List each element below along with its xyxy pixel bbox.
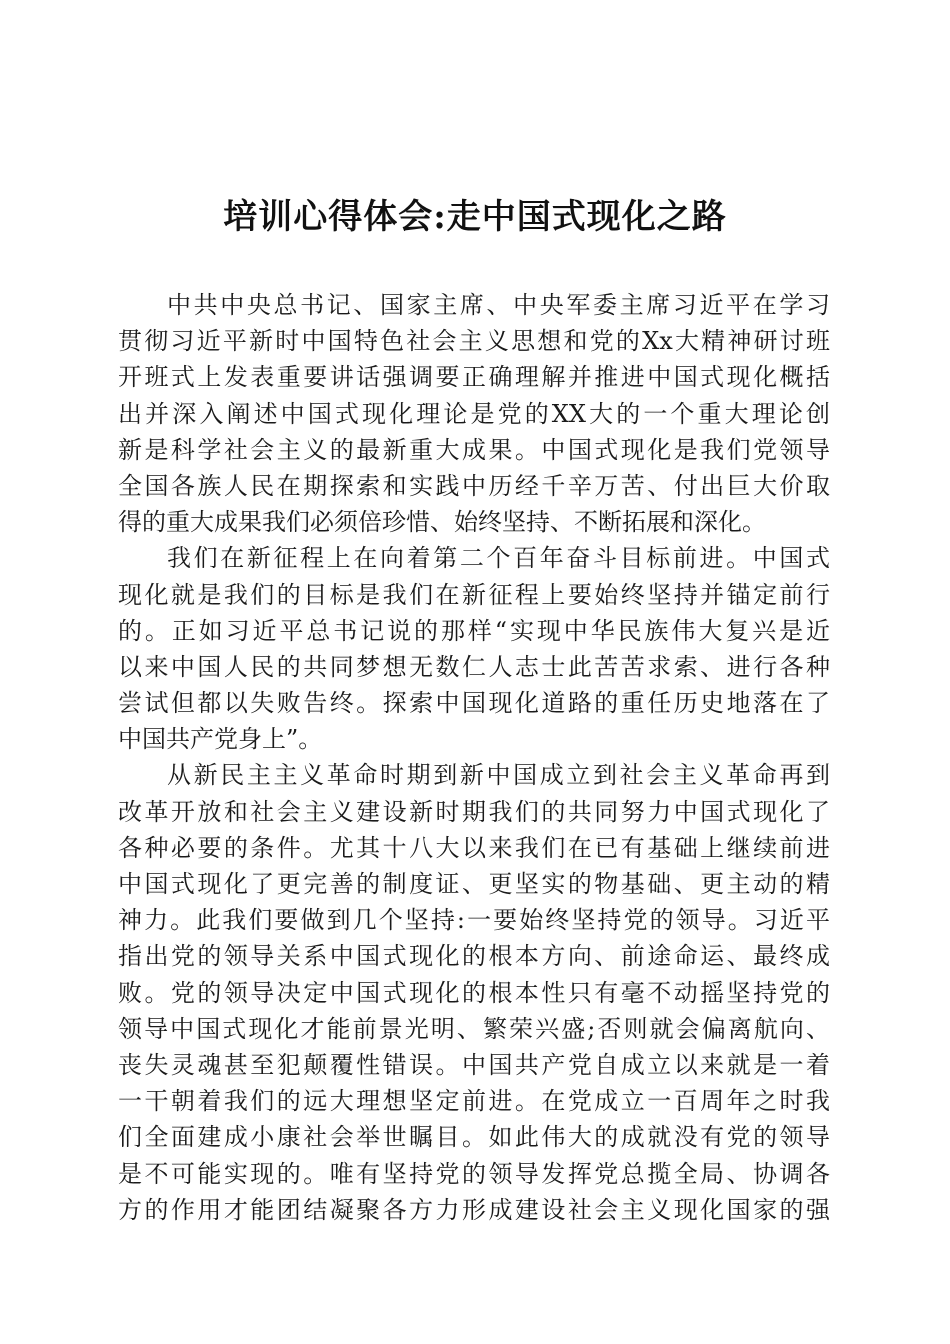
text-line: 们全面建成小康社会举世瞩目。如此伟大的成就没有党的领导 [118,1123,830,1152]
text-line: 改革开放和社会主义建设新时期我们的共同努力中国式现化了 [118,797,830,826]
text-line: 开班式上发表重要讲话强调要正确理解并推进中国式现化概括 [118,363,830,392]
text-line: 指出党的领导关系中国式现化的根本方向、前途命运、最终成 [118,942,830,971]
text-line: 败。党的领导决定中国式现化的根本性只有毫不动摇坚持党的 [118,978,830,1007]
text-line: 中共中央总书记、国家主席、中央军委主席习近平在学习 [167,291,830,319]
text-line: 是不可能实现的。唯有坚持党的领导发挥党总揽全局、协调各 [118,1159,830,1188]
text-line: 一干朝着我们的远大理想坚定前进。在党成立一百周年之时我 [118,1087,830,1116]
text-line: 的。正如习近平总书记说的那样“实现中华民族伟大复兴是近 [118,616,830,645]
text-line: 方的作用才能团结凝聚各方力形成建设社会主义现化国家的强 [118,1195,830,1224]
text-line: 现化就是我们的目标是我们在新征程上要始终坚持并锚定前行 [118,580,830,609]
text-line: 新是科学社会主义的最新重大成果。中国式现化是我们党领导 [118,435,830,464]
text-line: 尝试但都以失败告终。探索中国现化道路的重任历史地落在了 [118,689,830,718]
document-title: 培训心得体会:走中国式现化之路 [223,197,727,237]
text-line: 中国共产党身上”。 [118,725,323,754]
text-line: 领导中国式现化才能前景光明、繁荣兴盛;否则就会偏离航向、 [118,1014,830,1043]
text-line: 中国式现化了更完善的制度证、更坚实的物基础、更主动的精 [118,870,830,898]
document-body [118,287,830,1228]
text-line: 各种必要的条件。尤其十八大以来我们在已有基础上继续前进 [118,833,830,862]
text-line: 全国各族人民在期探索和实践中历经千辛万苦、付出巨大价取 [118,471,830,500]
text-line: 贯彻习近平新时中国特色社会主义思想和党的Xx大精神研讨班 [118,327,830,356]
text-line: 神力。此我们要做到几个坚持:一要始终坚持党的领导。习近平 [118,906,830,935]
text-line: 以来中国人民的共同梦想无数仁人志士此苦苦求索、进行各种 [118,652,830,681]
text-line: 得的重大成果我们必须倍珍惜、始终坚持、不断拓展和深化。 [118,508,766,537]
text-line: 从新民主主义革命时期到新中国成立到社会主义革命再到 [167,761,830,790]
text-line: 出并深入阐述中国式现化理论是党的XX大的一个重大理论创 [118,399,830,428]
text-line: 我们在新征程上在向着第二个百年奋斗目标前进。中国式 [167,544,830,573]
text-line: 丧失灵魂甚至犯颠覆性错误。中国共产党自成立以来就是一着 [118,1050,830,1079]
